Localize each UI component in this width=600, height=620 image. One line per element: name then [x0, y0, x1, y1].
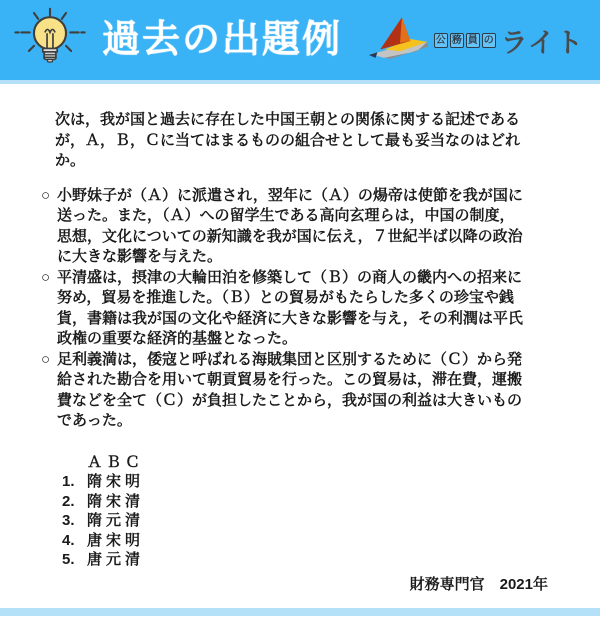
- statement-text: 小野妹子が（Ａ）に派遣され，翌年に（Ａ）の煬帝は使節を我が国に 送った。また，（Ａ）への留学生である高向玄理らは，中国の制度， 思想，文化についての新知識を我が国に伝え，７世紀半ば以降の政治 に大きな影響を与えた。: [57, 186, 523, 265]
- answer-option-3: 3. 隋 元 清: [62, 512, 140, 529]
- answer-option-2: 2. 隋 宋 清: [62, 492, 140, 510]
- page-title: 過去の出題例: [102, 19, 343, 61]
- question-body: [0, 84, 600, 595]
- exam-source: 財務専門官 2021年: [409, 575, 548, 593]
- logo-char: の: [483, 34, 494, 46]
- intro-line: か。: [55, 152, 86, 169]
- options-header-spacer: [62, 453, 85, 473]
- statement-item-c: [41, 350, 554, 432]
- option-number: 4.: [62, 531, 75, 549]
- statement-item-a: [41, 186, 554, 268]
- header-banner: [0, 0, 600, 84]
- option-number: 2.: [62, 492, 75, 510]
- logo-char: 公: [435, 34, 446, 46]
- statement-text: 平清盛は，摂津の大輪田泊を修築して（Ｂ）の商人の畿内への招来に 努め，貿易を推進した。（Ｂ）との貿易がもたらした多くの珍宝や銭 貨，書籍は我が国の文化や経済に大きな影響を与え，その利潤は平氏 政権の重要な経済的基盤となった。: [57, 268, 523, 347]
- circle-bullet: ○: [41, 350, 51, 368]
- brand-logo: [368, 15, 584, 65]
- option-number: 5.: [62, 551, 75, 568]
- logo-char: 務: [451, 34, 462, 46]
- column-header-c: Ｃ: [124, 453, 140, 471]
- answer-options: [55, 453, 554, 570]
- circle-bullet: ○: [41, 268, 51, 286]
- answer-option-1: 1. 隋 宋 明: [62, 473, 140, 490]
- column-header-b: Ｂ: [105, 453, 121, 471]
- logo-char: 員: [467, 34, 478, 46]
- option-number: 3.: [62, 512, 75, 529]
- intro-line: が，Ａ，Ｂ，Ｃに当てはまるものの組合せとして最も妥当なのはどれ: [55, 131, 521, 149]
- brand-logo-small-text: [434, 33, 496, 48]
- statement-item-b: [41, 268, 554, 350]
- brand-swoosh-icon: [368, 15, 432, 65]
- option-number: 1.: [62, 473, 75, 490]
- question-intro: [55, 110, 554, 172]
- footer-accent-bar: [0, 608, 600, 616]
- column-header-a: Ａ: [86, 453, 102, 471]
- brand-logo-text: ライト: [500, 27, 584, 58]
- circle-bullet: ○: [41, 186, 51, 204]
- answer-option-4: 4. 唐 宋 明: [62, 531, 140, 549]
- intro-line: 次は，我が国と過去に存在した中国王朝との関係に関する記述である: [55, 111, 521, 128]
- statement-text: 足利義満は，倭寇と呼ばれる海賊集団と区別するために（Ｃ）から発 給された勘合を用いて朝貢貿易を行った。この貿易は，滞在費，運搬 費などを全て（Ｃ）が負担したことから，我が国の利益は大きいもの であった。: [57, 350, 523, 429]
- options-column-headers: [62, 453, 554, 473]
- answer-option-5: 5. 唐 元 清: [62, 551, 140, 568]
- lightbulb-icon: [12, 4, 88, 76]
